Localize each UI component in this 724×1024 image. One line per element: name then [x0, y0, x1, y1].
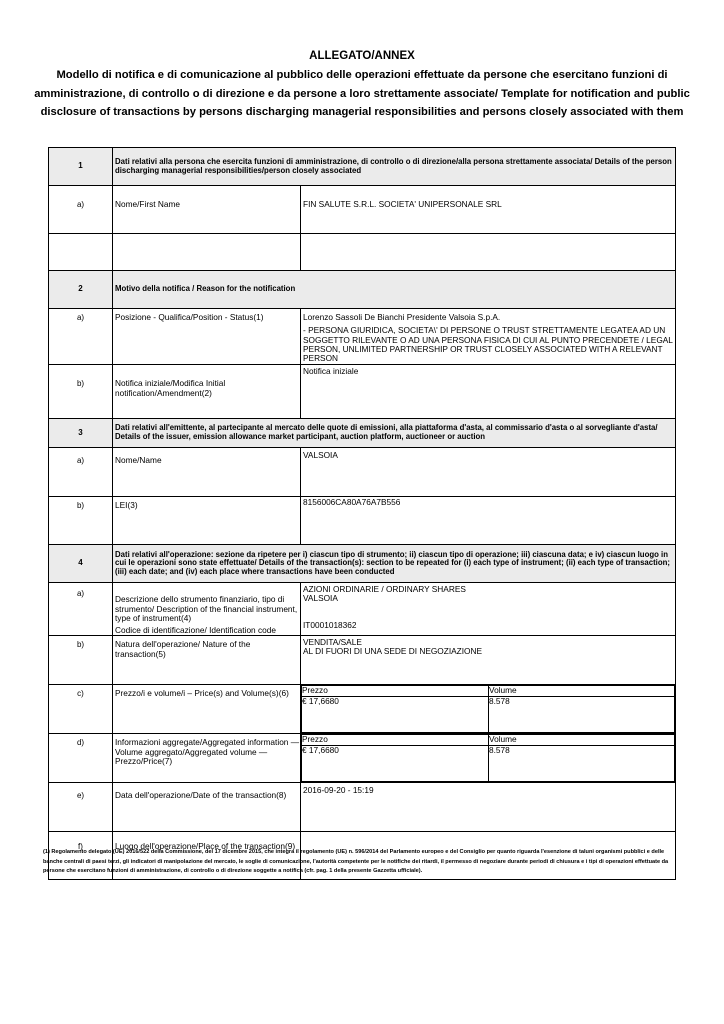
row-index: c)	[49, 685, 113, 734]
field-value-instrument	[301, 583, 676, 636]
row-4d	[49, 734, 676, 783]
section-number: 3	[49, 419, 113, 448]
instrument-issuer: VALSOIA	[303, 593, 338, 604]
annex-title: ALLEGATO/ANNEX	[309, 50, 415, 62]
row-2b	[49, 365, 676, 419]
row-spacer	[49, 234, 676, 271]
section-3-header	[49, 419, 676, 448]
field-label-instrument	[113, 583, 301, 636]
field-label-date: Data dell'operazione/Date of the transaction(8)	[113, 783, 301, 832]
section-title: Dati relativi all'emittente, al partecipante al mercato delle quote di emissioni, alla piattaforma d'asta, al commissario d'asta o al sorvegliante d'asta/ Details of the issuer, emission allowance market participant, auction platform, auctioneer or auction	[113, 419, 676, 448]
document-header	[30, 48, 694, 122]
field-value-notification: Notifica iniziale	[301, 365, 676, 419]
section-title: Dati relativi alla persona che esercita funzioni di amministrazione, di controllo o di direzione/alla persona strettamente associata/ Details of the person discharging managerial responsibilities/person closely associated	[113, 148, 676, 186]
price-volume-table-cell	[301, 685, 676, 734]
section-number: 4	[49, 545, 113, 583]
field-value-position	[301, 309, 676, 365]
row-index: b)	[49, 636, 113, 685]
row-index: a)	[49, 309, 113, 365]
instrument-type: AZIONI ORDINARIE / ORDINARY SHARES	[303, 584, 466, 594]
price-header: Prezzo	[302, 686, 489, 697]
field-value-date: 2016-09-20 - 15:19	[301, 783, 676, 832]
field-label-lei: LEI(3)	[113, 497, 301, 545]
transaction-nature: VENDITA/SALE	[303, 637, 362, 647]
row-index: d)	[49, 734, 113, 783]
section-number: 2	[49, 271, 113, 309]
row-index: b)	[49, 497, 113, 545]
row-index: a)	[49, 448, 113, 497]
row-4b	[49, 636, 676, 685]
field-value-lei: 8156006CA80A76A7B556	[301, 497, 676, 545]
aggregated-table	[301, 734, 675, 782]
row-2a	[49, 309, 676, 365]
aggregated-table-cell	[301, 734, 676, 783]
price-value: € 17,6680	[302, 697, 489, 733]
field-value-first-name: FIN SALUTE S.R.L. SOCIETA' UNIPERSONALE SRL	[301, 186, 676, 234]
row-3a	[49, 448, 676, 497]
position-status: - PERSONA GIURIDICA, SOCIETA\' DI PERSONE O TRUST STRETTAMENTE LEGATEA AD UN SOGGETTO RILEVANTE O AD UNA PERSONA FISICA DI CUI AL PUNTO PRECENDETE / LEGAL PERSON, UNLIMITED PARTNERSHIP OR TRUST CLOSELY ASSOCIATED WITH A RELEVANT PERSON	[303, 325, 673, 364]
identification-code: IT0001018362	[303, 619, 357, 630]
field-label-nature: Natura dell'operazione/ Nature of the transaction(5)	[113, 636, 301, 685]
row-4a	[49, 583, 676, 636]
aggregated-price-header: Prezzo	[302, 735, 489, 746]
row-index: a)	[49, 186, 113, 234]
identification-code-label: Codice di identificazione/ Identification code	[115, 624, 276, 635]
row-index: f)	[49, 832, 113, 880]
row-4c	[49, 685, 676, 734]
section-title: Motivo della notifica / Reason for the notification	[113, 271, 676, 309]
section-title: Dati relativi all'operazione: sezione da ripetere per i) ciascun tipo di strumento; ii) ciascun tipo di operazione; iii) ciascuna data; e iv) ciascun luogo in cui le operazioni sono state effettuate/ Details of the transaction(s): section to be repeated for (i) each type of instrument; (ii) each type of transaction; (iii) each date; and (iv) each place where transactions have been conducted	[113, 545, 676, 583]
row-index: b)	[49, 365, 113, 419]
row-index: a)	[49, 583, 113, 636]
section-2-header	[49, 271, 676, 309]
price-volume-table	[301, 685, 675, 733]
row-1a	[49, 186, 676, 234]
field-label-place: Luogo dell'operazione/Place of the transaction(9)	[113, 832, 301, 880]
volume-header: Volume	[489, 686, 675, 697]
field-value-issuer-name: VALSOIA	[301, 448, 676, 497]
aggregated-volume-header: Volume	[489, 735, 675, 746]
row-index: e)	[49, 783, 113, 832]
field-label-position: Posizione - Qualifica/Position - Status(1)	[113, 309, 301, 365]
field-label-notification: Notifica iniziale/Modifica Initial notification/Amendment(2)	[113, 365, 301, 419]
section-1-header	[49, 148, 676, 186]
instrument-description-label: Descrizione dello strumento finanziario, tipo di strumento/ Description of the financial instrument, type of instrument(4)	[115, 594, 298, 623]
notification-form-table	[48, 147, 676, 880]
transaction-venue-note: AL DI FUORI DI UNA SEDE DI NEGOZIAZIONE	[303, 646, 483, 657]
field-value-nature	[301, 636, 676, 685]
aggregated-volume-value: 8.578	[489, 746, 675, 782]
row-3b	[49, 497, 676, 545]
aggregated-price-value: € 17,6680	[302, 746, 489, 782]
volume-value: 8.578	[489, 697, 675, 733]
section-4-header	[49, 545, 676, 583]
field-label-price-volume: Prezzo/i e volume/i – Price(s) and Volume(s)(6)	[113, 685, 301, 734]
field-label-first-name: Nome/First Name	[113, 186, 301, 234]
field-label-issuer-name: Nome/Name	[113, 448, 301, 497]
annex-subtitle: Modello di notifica e di comunicazione al pubblico delle operazioni effettuate da persone che esercitano funzioni di amministrazione, di controllo o di direzione e da persone a loro strettamente associate/ Template for notification and public disclosure of transactions by persons discharging managerial responsibilities and persons closely associated with them	[34, 69, 690, 118]
section-number: 1	[49, 148, 113, 186]
field-label-aggregated: Informazioni aggregate/Aggregated information — Volume aggregato/Aggregated volume — Prezzo/Price(7)	[113, 734, 301, 783]
footnote: (1) Regolamento delegato (UE) 2016/522 della Commissione, del 17 dicembre 2015, che integra il regolamento (UE) n. 596/2014 del Parlamento europeo e del Consiglio per quanto riguarda l'esenzione di taluni organismi pubblici e delle banche centrali di paesi terzi, gli indicatori di manipolazione del mercato, le soglie di comunicazione, l'autorità competente per le notifiche dei ritardi, il permesso di negoziare durante periodi di chiusura e i tipi di operazioni effettuate da persone che esercitano funzioni di amministrazione, di controllo o di direzione soggette a notifica (cfr. pag. 1 della presente Gazzetta ufficiale).	[43, 849, 669, 874]
row-4e	[49, 783, 676, 832]
position-name: Lorenzo Sassoli De Bianchi Presidente Valsoia S.p.A.	[303, 312, 501, 322]
